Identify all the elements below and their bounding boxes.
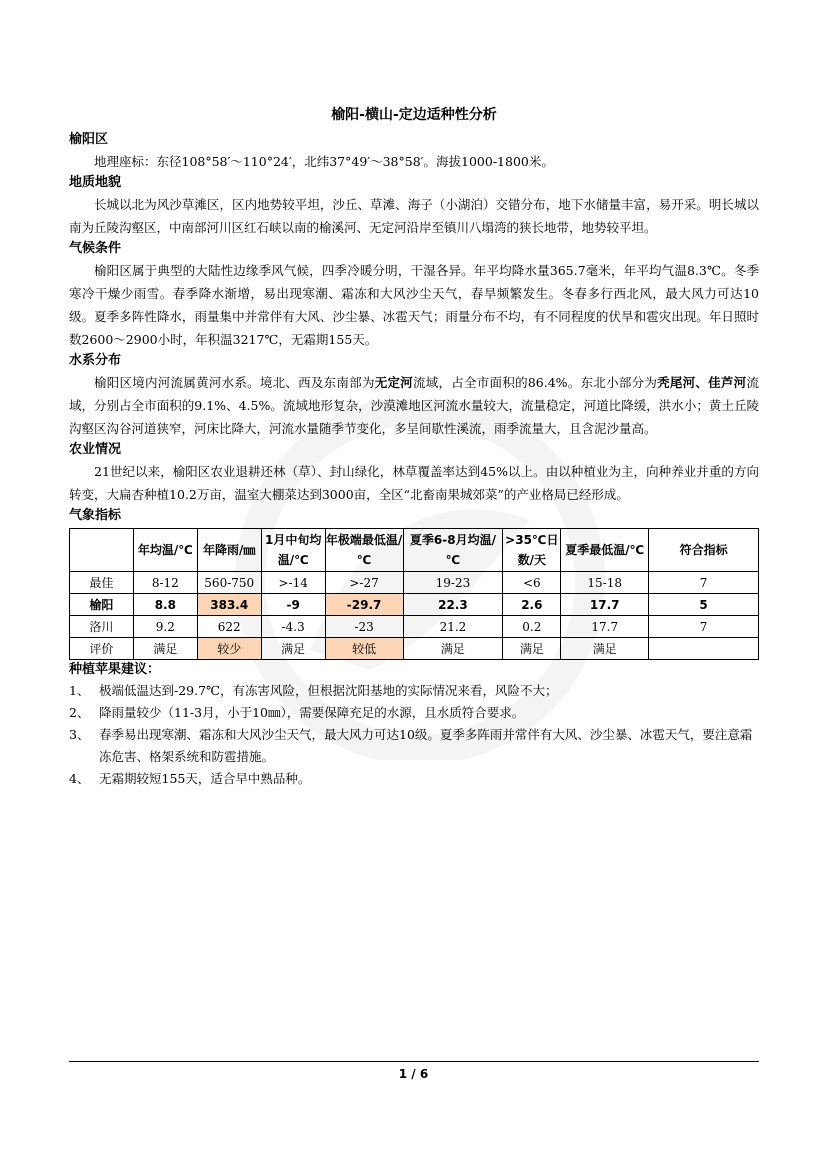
section-heading-climate: 气候条件 bbox=[69, 241, 122, 256]
water-text-part-2: 流域，占全市面积的86.4%。东北小部分为 bbox=[413, 375, 658, 390]
header-cell: 夏季最低温/℃ bbox=[561, 529, 649, 572]
list-item-number: 2、 bbox=[69, 705, 90, 720]
table-cell: -4.3 bbox=[261, 616, 325, 638]
table-cell: 评价 bbox=[70, 638, 134, 660]
table-cell: 17.7 bbox=[561, 616, 649, 638]
table-cell: 7 bbox=[649, 572, 759, 594]
water-text bbox=[69, 371, 759, 440]
table-row-evaluation bbox=[70, 638, 759, 660]
header-cell: 1月中旬均温/℃ bbox=[261, 529, 325, 572]
section-heading-region: 榆阳区 bbox=[69, 132, 109, 147]
section-heading-geology: 地质地貌 bbox=[69, 175, 122, 190]
list-item-number: 1、 bbox=[69, 683, 90, 698]
meteo-table bbox=[69, 528, 759, 660]
climate-text: 榆阳区属于典型的大陆性边缘季风气候，四季冷暖分明，干湿各异。年平均降水量365.7毫米，年平均气温8.3℃。冬季寒冷干燥少雨雪。春季降水渐增，易出现寒潮、霜冻和大风沙尘天气，春旱频繁发生。冬春多行西北风，最大风力可达10级。夏季多阵性降水，雨量集中并常伴有大风、沙尘暴、冰雹天气；雨量分布不均，有不同程度的伏旱和雹灾出现。年日照时数2600～2900小时，年积温3217℃，无霜期155天。 bbox=[69, 263, 759, 347]
header-cell: 年均温/℃ bbox=[133, 529, 197, 572]
table-row bbox=[70, 572, 759, 594]
water-text-part-1: 榆阳区境内河流属黄河水系。境北、西及东南部为 bbox=[94, 375, 375, 390]
list-item-text: 极端低温达到-29.7℃，有冻害风险，但根据沈阳基地的实际情况来看，风险不大； bbox=[99, 683, 558, 698]
table-cell: 2.6 bbox=[503, 594, 561, 616]
water-river-wuding: 无定河 bbox=[374, 375, 413, 390]
header-cell bbox=[70, 529, 134, 572]
table-cell: 19-23 bbox=[403, 572, 503, 594]
table-cell: 满足 bbox=[561, 638, 649, 660]
region-coordinates-text: 地理座标：东径108°58′～110°24′，北纬37°49′～38°58′。海拔1000-1800米。 bbox=[94, 154, 554, 169]
footer-divider bbox=[69, 1061, 759, 1062]
section-heading-advice: 种植苹果建议： bbox=[69, 662, 161, 677]
table-cell: 17.7 bbox=[561, 594, 649, 616]
table-cell: 最佳 bbox=[70, 572, 134, 594]
table-cell: 洛川 bbox=[70, 616, 134, 638]
list-item bbox=[69, 702, 759, 724]
table-cell-highlighted: 较低 bbox=[325, 638, 403, 660]
list-item-text: 无霜期较短155天，适合早中熟品种。 bbox=[99, 771, 311, 786]
table-cell: 榆阳 bbox=[70, 594, 134, 616]
table-cell-highlighted: -29.7 bbox=[325, 594, 403, 616]
table-cell: 21.2 bbox=[403, 616, 503, 638]
header-cell: 年降雨/㎜ bbox=[197, 529, 261, 572]
table-cell: 满足 bbox=[133, 638, 197, 660]
table-cell: -23 bbox=[325, 616, 403, 638]
header-cell: 符合指标 bbox=[649, 529, 759, 572]
document-title: 榆阳-横山-定边适种性分析 bbox=[331, 107, 497, 123]
table-cell: 22.3 bbox=[403, 594, 503, 616]
table-cell bbox=[649, 638, 759, 660]
table-cell-highlighted: 较少 bbox=[197, 638, 261, 660]
table-cell: 满足 bbox=[261, 638, 325, 660]
table-cell: >-14 bbox=[261, 572, 325, 594]
list-item-number: 4、 bbox=[69, 771, 90, 786]
table-cell: -9 bbox=[261, 594, 325, 616]
page-number: 1 / 6 bbox=[398, 1067, 429, 1081]
document-content bbox=[69, 104, 759, 790]
advice-list bbox=[69, 680, 759, 790]
table-cell: 满足 bbox=[403, 638, 503, 660]
table-cell: <6 bbox=[503, 572, 561, 594]
water-text-part-3: 流域，分别占全市面积的9.1%、4.5%。流域地形复杂，沙漠滩地区河流水量较大，流量稳定，河道比降缓，洪水小；黄土丘陵沟壑区沟谷河道狭窄，河床比降大，河流水量随季节变化，多呈间歇性溪流，雨季流量大，且含泥沙量高。 bbox=[69, 375, 759, 436]
table-cell: 8.8 bbox=[133, 594, 197, 616]
list-item-text: 降雨量较少（11-3月，小于10㎜），需要保障充足的水源，且水质符合要求。 bbox=[99, 705, 525, 720]
section-heading-water: 水系分布 bbox=[69, 353, 122, 368]
geology-text: 长城以北为风沙草滩区，区内地势较平坦，沙丘、草滩、海子（小湖泊）交错分布，地下水储量丰富，易开采。明长城以南为丘陵沟壑区，中南部河川区红石峡以南的榆溪河、无定河沿岸至镇川八塌湾的狭长地带，地势较平坦。 bbox=[69, 197, 759, 235]
table-cell-highlighted: 383.4 bbox=[197, 594, 261, 616]
table-cell: 5 bbox=[649, 594, 759, 616]
list-item bbox=[69, 680, 759, 702]
header-cell: 夏季6-8月均温/℃ bbox=[403, 529, 503, 572]
table-cell: 7 bbox=[649, 616, 759, 638]
table-cell: 满足 bbox=[503, 638, 561, 660]
section-heading-meteo: 气象指标 bbox=[69, 508, 122, 523]
meteo-header-row bbox=[70, 529, 759, 572]
table-cell: 0.2 bbox=[503, 616, 561, 638]
water-river-tuowei-jialu: 秃尾河、佳芦河 bbox=[657, 375, 747, 390]
list-item bbox=[69, 768, 759, 790]
table-cell: 622 bbox=[197, 616, 261, 638]
section-heading-agriculture: 农业情况 bbox=[69, 442, 122, 457]
table-row bbox=[70, 616, 759, 638]
table-cell: 9.2 bbox=[133, 616, 197, 638]
list-item-text: 春季易出现寒潮、霜冻和大风沙尘天气，最大风力可达10级。夏季多阵雨并常伴有大风、沙尘暴、冰雹天气，要注意霜冻危害、格架系统和防雹措施。 bbox=[99, 727, 753, 764]
header-cell: >35℃日数/天 bbox=[503, 529, 561, 572]
table-cell: 8-12 bbox=[133, 572, 197, 594]
table-cell: >-27 bbox=[325, 572, 403, 594]
table-cell: 15-18 bbox=[561, 572, 649, 594]
table-row-yuyang bbox=[70, 594, 759, 616]
table-cell: 560-750 bbox=[197, 572, 261, 594]
list-item-number: 3、 bbox=[69, 727, 90, 742]
agriculture-text: 21世纪以来，榆阳区农业退耕还林（草）、封山绿化，林草覆盖率达到45%以上。由以种植业为主，向种养业并重的方向转变，大扁杏种植10.2万亩，温室大棚菜达到3000亩，全区“北畜南果城郊菜”的产业格局已经形成。 bbox=[69, 464, 759, 502]
header-cell: 年极端最低温/℃ bbox=[325, 529, 403, 572]
list-item bbox=[69, 724, 759, 768]
